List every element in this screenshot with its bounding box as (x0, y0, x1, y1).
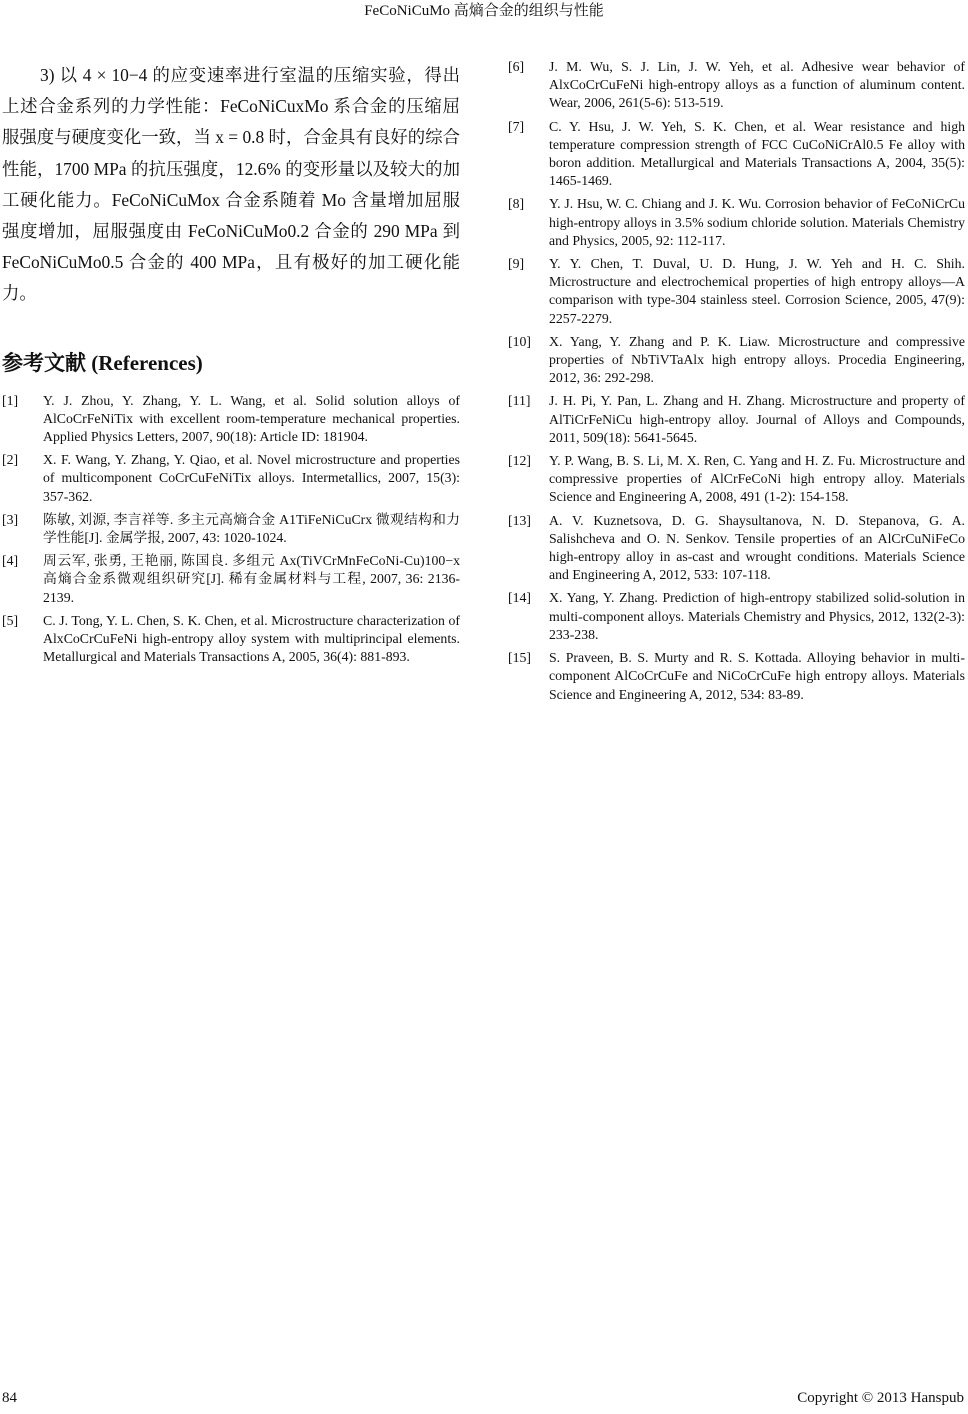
reference-list-left (2, 392, 460, 667)
reference-item (2, 392, 460, 447)
reference-item (508, 452, 965, 507)
reference-number: [12] (508, 453, 531, 469)
reference-number: [2] (2, 452, 19, 468)
conclusion-paragraph: 3) 以 4 × 10−4 的应变速率进行室温的压缩实验，得出上述合金系列的力学性能：FeCoNiCuxMo 系合金的压缩屈服强度与硬度变化一致，当 x = 0.8 时，合金具有良好的综合性能，1700 MPa 的抗压强度，12.6% 的变形量以及较大的加工硬化能力。FeCoNiCuMox 合金系随着 Mo 含量增加屈服强度增加，屈服强度由 FeCoNiCuMo0.2 合金的 290 MPa 到 FeCoNiCuMo0.5 合金的 400 MPa，且有极好的加工硬化能力。 (2, 65, 460, 304)
reference-text: Y. J. Zhou, Y. Zhang, Y. L. Wang, et al. Solid solution alloys of AlCoCrFeNiTix with excellent room-temperature mechanical properties. Applied Physics Letters, 2007, 90(18): Article ID: 181904. (43, 392, 460, 445)
reference-item (2, 552, 460, 607)
reference-item (508, 589, 965, 644)
reference-text: 陈敏, 刘源, 李言祥等. 多主元高熵合金 A1TiFeNiCuCrx 微观结构和力学性能[J]. 金属学报, 2007, 43: 1020-1024. (43, 511, 460, 546)
reference-number: [13] (508, 512, 531, 528)
reference-item (508, 392, 965, 447)
reference-text: C. J. Tong, Y. L. Chen, S. K. Chen, et al. Microstructure characterization of AlxCoCrCuFeNi high-entropy alloy system with multiprincipal elements. Metallurgical and Materials Transactions A, 2005, 36(4): 881-893. (43, 612, 460, 665)
reference-number: [6] (508, 59, 525, 74)
reference-number: [4] (2, 553, 19, 569)
reference-text: C. Y. Hsu, J. W. Yeh, S. K. Chen, et al. Wear resistance and high temperature compression strength of FCC CuCoNiCrAl0.5 Fe alloy with boron addition. Metallurgical and Materials Transactions A, 2004, 35(5): 1465-1469. (549, 118, 965, 189)
reference-item (2, 511, 460, 547)
right-column (508, 58, 965, 709)
reference-text: X. Yang, Y. Zhang and P. K. Liaw. Microstructure and compressive properties of NbTiVTaAlx high entropy alloys. Procedia Engineering, 2012, 36: 292-298. (549, 333, 965, 386)
reference-text: 周云军, 张勇, 王艳丽, 陈国良. 多组元 Ax(TiVCrMnFeCoNi-Cu)100−x 高熵合金系微观组织研究[J]. 稀有金属材料与工程, 2007, 36: 2136-2139. (43, 553, 460, 605)
page-number: 84 (2, 1390, 17, 1406)
reference-text: Y. P. Wang, B. S. Li, M. X. Ren, C. Yang and H. Z. Fu. Microstructure and compressive properties of AlCrFeCoNi high entropy alloy. Materials Science and Engineering A, 2008, 491 (1-2): 154-158. (549, 453, 965, 505)
reference-number: [14] (508, 590, 531, 606)
reference-text: J. H. Pi, Y. Pan, L. Zhang and H. Zhang. Microstructure and property of AlTiCrFeNiCu high-entropy alloy. Journal of Alloys and Compounds, 2011, 509(18): 5641-5645. (549, 393, 965, 445)
reference-item (508, 255, 965, 328)
reference-item (508, 512, 965, 585)
reference-text: X. Yang, Y. Zhang. Prediction of high-entropy stabilized solid-solution in multi-component alloys. Materials Chemistry and Physics, 2012, 132(2-3): 233-238. (549, 590, 965, 642)
reference-number: [10] (508, 333, 531, 349)
reference-item (508, 58, 965, 113)
left-column (2, 60, 460, 671)
reference-number: [9] (508, 256, 525, 272)
reference-item (508, 649, 965, 704)
reference-number: [5] (2, 612, 19, 628)
reference-number: [11] (508, 393, 531, 409)
reference-number: [1] (2, 392, 19, 408)
copyright-notice: Copyright © 2013 Hanspub (797, 1390, 964, 1406)
reference-text: S. Praveen, B. S. Murty and R. S. Kottada. Alloying behavior in multi-component AlCoCrCuFe and NiCoCrCuFe high entropy alloys. Materials Science and Engineering A, 2012, 534: 83-89. (549, 650, 965, 702)
reference-text: Y. Y. Chen, T. Duval, U. D. Hung, J. W. Yeh and H. C. Shih. Microstructure and electrochemical properties of high entropy alloys—A comparison with type-304 stainless steel. Corrosion Science, 2005, 47(9): 2257-2279. (549, 256, 965, 326)
reference-text: Y. J. Hsu, W. C. Chiang and J. K. Wu. Corrosion behavior of FeCoNiCrCu high-entropy alloys in 3.5% sodium chloride solution. Materials Chemistry and Physics, 2005, 92: 112-117. (549, 196, 965, 248)
reference-number: [7] (508, 118, 525, 134)
reference-text: A. V. Kuznetsova, D. G. Shaysultanova, N. D. Stepanova, G. A. Salishcheva and O. N. Senkov. Tensile properties of an AlCrCuNiFeCo high-entropy alloy in as-cast and wrought conditions. Materials Science and Engineering A, 2012, 533: 107-118. (549, 512, 965, 583)
reference-item (2, 451, 460, 506)
reference-text: J. M. Wu, S. J. Lin, J. W. Yeh, et al. Adhesive wear behavior of AlxCoCrCuFeNi high-entropy alloys as a function of aluminum content. Wear, 2006, 261(5-6): 513-519. (549, 59, 965, 111)
running-title: FeCoNiCuMo 高熵合金的组织与性能 (364, 3, 604, 19)
references-heading: 参考文献 (References) (2, 350, 203, 375)
reference-item (508, 195, 965, 250)
reference-number: [3] (2, 511, 19, 527)
reference-item (508, 333, 965, 388)
reference-item (508, 118, 965, 191)
reference-number: [15] (508, 650, 531, 666)
reference-item (2, 612, 460, 667)
reference-number: [8] (508, 196, 525, 212)
reference-text: X. F. Wang, Y. Zhang, Y. Qiao, et al. Novel microstructure and properties of multicomponent CoCrCuFeNiTix alloys. Intermetallics, 2007, 15(3): 357-362. (43, 452, 460, 504)
